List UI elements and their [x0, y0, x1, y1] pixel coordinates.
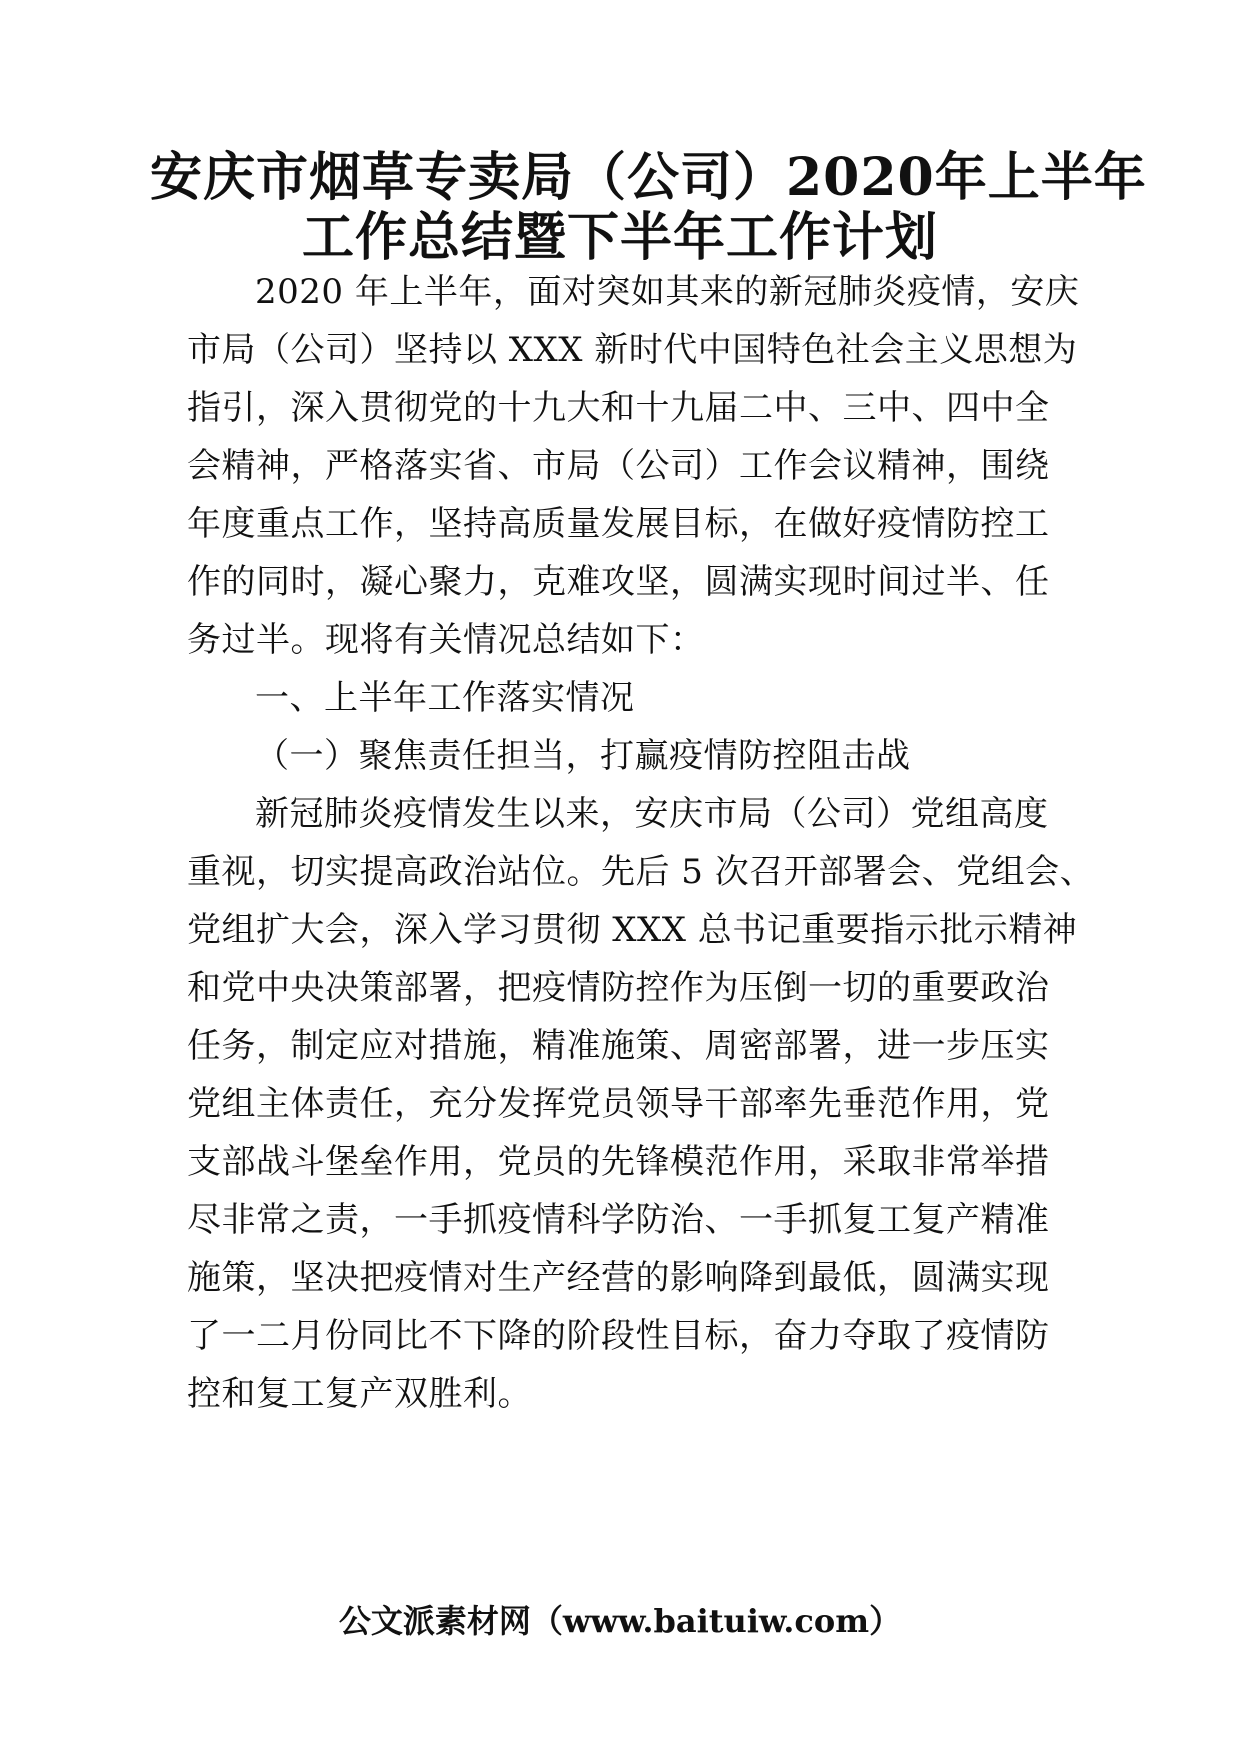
paragraph-1-line-4: 会精神，严格落实省、市局（公司）工作会议精神，围绕 — [187, 446, 1050, 486]
source-footer: 公文派素材网（www.baituiw.com） — [338, 1602, 902, 1640]
paragraph-1-line-6: 作的同时，凝心聚力，克难攻坚，圆满实现时间过半、任 — [187, 562, 1050, 602]
document-title-line-1: 安庆市烟草专卖局（公司）2020年上半年 — [150, 147, 1147, 208]
paragraph-2-line-3: 党组扩大会，深入学习贯彻 XXX 总书记重要指示批示精神 — [187, 910, 1078, 950]
paragraph-2-line-11: 控和复工复产双胜利。 — [187, 1374, 532, 1414]
paragraph-2-line-1: 新冠肺炎疫情发生以来，安庆市局（公司）党组高度 — [255, 794, 1049, 834]
paragraph-2-line-9: 施策，坚决把疫情对生产经营的影响降到最低，圆满实现 — [187, 1258, 1050, 1298]
section-subheading-1: （一）聚焦责任担当，打赢疫情防控阻击战 — [255, 736, 911, 776]
document-title-line-2: 工作总结暨下半年工作计划 — [301, 207, 938, 268]
paragraph-2-line-8: 尽非常之责，一手抓疫情科学防治、一手抓复工复产精准 — [187, 1200, 1050, 1240]
paragraph-2-line-5: 任务，制定应对措施，精准施策、周密部署，进一步压实 — [187, 1026, 1050, 1066]
paragraph-2-line-4: 和党中央决策部署，把疫情防控作为压倒一切的重要政治 — [187, 968, 1050, 1008]
paragraph-2-line-2: 重视，切实提高政治站位。先后 5 次召开部署会、党组会、 — [187, 852, 1095, 892]
paragraph-1-line-2: 市局（公司）坚持以 XXX 新时代中国特色社会主义思想为 — [187, 330, 1078, 370]
paragraph-2-line-7: 支部战斗堡垒作用，党员的先锋模范作用，采取非常举措 — [187, 1142, 1050, 1182]
paragraph-1-line-7: 务过半。现将有关情况总结如下： — [187, 620, 705, 660]
paragraph-1-line-5: 年度重点工作，坚持高质量发展目标，在做好疫情防控工 — [187, 504, 1050, 544]
paragraph-2-line-6: 党组主体责任，充分发挥党员领导干部率先垂范作用，党 — [187, 1084, 1050, 1124]
section-heading-1: 一、上半年工作落实情况 — [255, 678, 635, 718]
paragraph-1-line-3: 指引，深入贯彻党的十九大和十九届二中、三中、四中全 — [187, 388, 1050, 428]
paragraph-2-line-10: 了一二月份同比不下降的阶段性目标，奋力夺取了疫情防 — [187, 1316, 1050, 1356]
paragraph-1-line-1: 2020 年上半年，面对突如其来的新冠肺炎疫情，安庆 — [255, 272, 1080, 312]
